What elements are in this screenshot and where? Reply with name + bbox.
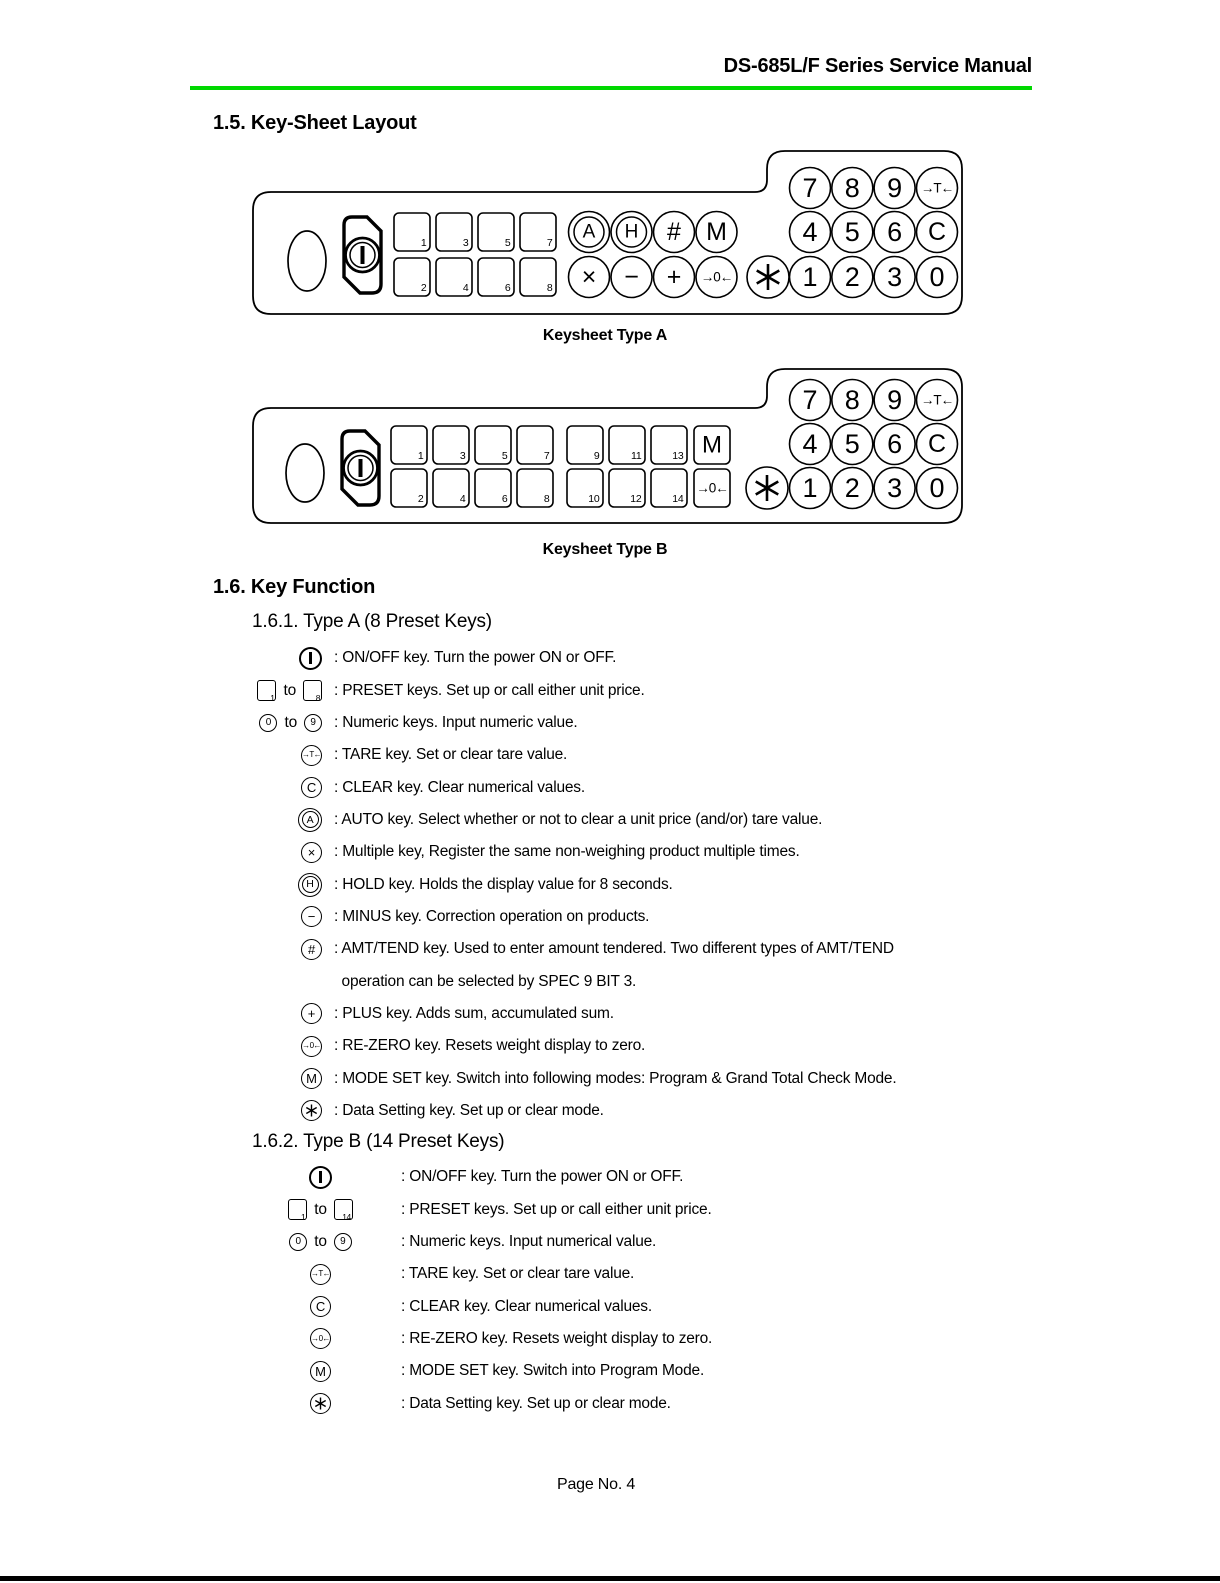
key-function-description: : MODE SET key. Switch into Program Mode. [401, 1362, 705, 1380]
section-heading-key-function: 1.6. Key Function [213, 576, 376, 598]
key-function-row-on-off-key [240, 1161, 1170, 1193]
key-function-row-data-setting-key [240, 1387, 1170, 1419]
key-function-row-re-zero-key [240, 1030, 1170, 1062]
svg-text:8: 8 [546, 282, 553, 294]
numpad-key-2 [832, 257, 873, 298]
key-function-row-hold-key [240, 868, 1170, 900]
key-function-description: : CLEAR key. Clear numerical values. [334, 778, 585, 796]
key-function-row-on-off-key [240, 642, 1170, 674]
section-heading-key-sheet-layout: 1.5. Key-Sheet Layout [213, 112, 417, 134]
key-function-description: : PRESET keys. Set up or call either unit price. [334, 681, 645, 699]
svg-text:7: 7 [543, 450, 550, 462]
preset-key-9 [567, 426, 603, 464]
key-function-description: : ON/OFF key. Turn the power ON or OFF. [334, 649, 617, 667]
range-to-label: to [314, 1232, 327, 1250]
key-function-row-plus-key [240, 998, 1170, 1030]
svg-text:7: 7 [802, 173, 818, 203]
key-function-row-numeric-keys [240, 1226, 1170, 1258]
hold-key [611, 212, 652, 253]
key-function-description: : MODE SET key. Switch into following modes: Program & Grand Total Check Mode. [334, 1069, 897, 1087]
tare-key-symbol [240, 745, 334, 766]
numpad-key-8 [832, 168, 873, 209]
key-function-row-minus-key [240, 901, 1170, 933]
svg-text:9: 9 [887, 385, 903, 415]
mode-set-key-symbol [240, 1068, 334, 1089]
plus-key [654, 257, 695, 298]
preset-key-8 [517, 469, 553, 507]
preset-key-12 [609, 469, 645, 507]
key-function-description: : Data Setting key. Set up or clear mode. [334, 1101, 604, 1119]
svg-text:→0←: →0← [700, 269, 733, 285]
svg-text:2: 2 [417, 493, 424, 505]
numpad-key-6 [874, 212, 915, 253]
circled-digit-symbol: 0 [289, 1233, 307, 1251]
keysheet-type-a-diagram [250, 144, 965, 319]
mode-set-key [694, 426, 730, 464]
svg-text:6: 6 [887, 429, 903, 459]
numpad-key-1 [790, 468, 831, 509]
svg-text:8: 8 [844, 385, 860, 415]
svg-text:H: H [624, 221, 639, 243]
key-function-row-mode-set-key [240, 1355, 1170, 1387]
amt-tend-key [654, 212, 695, 253]
numpad-key-6 [874, 424, 915, 465]
key-function-row-tare-key [240, 1258, 1170, 1290]
key-function-description: : AUTO key. Select whether or not to clear a unit price (and/or) tare value. [334, 810, 823, 828]
mode-set-key [696, 212, 737, 253]
keysheet-type-b-diagram [250, 362, 965, 525]
preset-key-3 [436, 213, 472, 251]
mode-set-key-symbol [240, 1361, 401, 1382]
key-function-description: operation can be selected by SPEC 9 BIT 3. [334, 972, 637, 990]
preset-key-10 [567, 469, 603, 507]
preset-keys-symbol [240, 1199, 401, 1223]
preset-key-1 [394, 213, 430, 251]
svg-text:4: 4 [462, 282, 469, 294]
circled-key-symbol: M [301, 1068, 322, 1089]
circled-digit-symbol: 9 [334, 1233, 352, 1251]
type-a-function-list [240, 642, 1170, 1127]
preset-key-1 [391, 426, 427, 464]
keysheet-a-caption: Keysheet Type A [542, 327, 668, 344]
key-function-description: : PRESET keys. Set up or call either unit price. [401, 1200, 712, 1218]
svg-text:7: 7 [546, 237, 553, 249]
svg-text:0: 0 [929, 473, 945, 503]
multiple-key [569, 257, 610, 298]
preset-key-symbol: 1 [257, 680, 276, 701]
svg-text:6: 6 [504, 282, 511, 294]
svg-text:→T←: →T← [920, 392, 954, 408]
bottom-bar [0, 1576, 1220, 1581]
svg-text:C: C [927, 218, 947, 246]
numeric-keys-symbol [240, 1233, 401, 1251]
auto-key [569, 212, 610, 253]
key-function-row-clear-key [240, 1290, 1170, 1322]
svg-text:8: 8 [844, 173, 860, 203]
svg-text:→T←: →T← [920, 180, 954, 196]
circled-digit-symbol: 0 [259, 714, 277, 732]
preset-key-2 [391, 469, 427, 507]
svg-text:1: 1 [417, 450, 424, 462]
key-function-description: : ON/OFF key. Turn the power ON or OFF. [401, 1168, 684, 1186]
svg-text:×: × [581, 263, 597, 291]
re-zero-key [696, 257, 737, 298]
svg-text:10: 10 [588, 493, 600, 505]
svg-text:2: 2 [420, 282, 427, 294]
key-function-row-re-zero-key [240, 1323, 1170, 1355]
numpad-key-7 [790, 380, 831, 421]
svg-text:14: 14 [672, 493, 684, 505]
key-function-row-amt-tend-key [240, 933, 1170, 965]
svg-text:C: C [927, 430, 947, 458]
clear-key [917, 212, 958, 253]
double-circled-key-symbol: H [298, 873, 322, 897]
plus-key-symbol [240, 1003, 334, 1024]
numeric-keys-symbol [240, 714, 334, 732]
circled-key-symbol: C [310, 1296, 331, 1317]
preset-key-3 [433, 426, 469, 464]
subsection-heading-type-a: 1.6.1. Type A (8 Preset Keys) [252, 611, 492, 632]
key-function-row-data-setting-key [240, 1095, 1170, 1127]
svg-text:3: 3 [462, 237, 469, 249]
tare-key [917, 168, 958, 209]
svg-text:3: 3 [459, 450, 466, 462]
re-zero-key-symbol [240, 1036, 334, 1057]
circled-key-symbol: M [310, 1361, 331, 1382]
key-function-description: : AMT/TEND key. Used to enter amount tendered. Two different types of AMT/TEND [334, 940, 894, 958]
hold-key-symbol [240, 873, 334, 897]
svg-text:5: 5 [844, 217, 860, 247]
numpad-key-0 [917, 468, 958, 509]
circled-key-symbol: →T← [310, 1264, 331, 1285]
key-function-description: : CLEAR key. Clear numerical values. [401, 1297, 652, 1315]
key-function-description: : Multiple key, Register the same non-weighing product multiple times. [334, 843, 800, 861]
clear-key-symbol [240, 1296, 401, 1317]
clear-key [917, 424, 958, 465]
circled-key-symbol: + [301, 1003, 322, 1024]
svg-text:1: 1 [802, 473, 818, 503]
numpad-key-0 [917, 257, 958, 298]
key-function-description: : RE-ZERO key. Resets weight display to zero. [334, 1037, 646, 1055]
svg-text:9: 9 [887, 173, 903, 203]
re-zero-key [694, 469, 730, 507]
preset-key-8 [520, 258, 556, 296]
type-b-function-list [240, 1161, 1170, 1420]
preset-key-5 [478, 213, 514, 251]
svg-text:A: A [582, 221, 596, 243]
svg-text:5: 5 [844, 429, 860, 459]
preset-keys-symbol [240, 680, 334, 704]
numpad-key-8 [832, 380, 873, 421]
key-function-description: : Numeric keys. Input numeric value. [334, 713, 578, 731]
circled-key-symbol: × [301, 842, 322, 863]
on-off-key-symbol [240, 647, 334, 670]
range-to-label: to [283, 681, 296, 699]
document-title: DS-685L/F Series Service Manual [723, 55, 1032, 77]
svg-text:2: 2 [844, 473, 860, 503]
clear-key-symbol [240, 777, 334, 798]
svg-text:0: 0 [929, 262, 945, 292]
key-function-description: : Numeric keys. Input numerical value. [401, 1232, 657, 1250]
preset-key-symbol: 1 [288, 1199, 307, 1220]
key-function-description: : PLUS key. Adds sum, accumulated sum. [334, 1004, 614, 1022]
preset-key-symbol: 8 [303, 680, 322, 701]
numpad-key-5 [832, 424, 873, 465]
data-setting-key [747, 256, 789, 298]
svg-text:7: 7 [802, 385, 818, 415]
multiple-key-symbol [240, 842, 334, 863]
svg-text:5: 5 [501, 450, 508, 462]
subsection-heading-type-b: 1.6.2. Type B (14 Preset Keys) [252, 1131, 505, 1152]
svg-text:1: 1 [420, 237, 427, 249]
svg-text:#: # [667, 218, 681, 246]
key-function-description: : MINUS key. Correction operation on products. [334, 907, 650, 925]
key-function-description: : HOLD key. Holds the display value for 8 seconds. [334, 875, 673, 893]
circled-key-symbol: →0← [310, 1328, 331, 1349]
circled-key-symbol: →0← [301, 1036, 322, 1057]
star-key-symbol [310, 1393, 331, 1414]
svg-text:4: 4 [802, 429, 818, 459]
star-key-symbol [301, 1100, 322, 1121]
tare-key [917, 380, 958, 421]
numpad-key-9 [874, 168, 915, 209]
key-function-row-auto-key [240, 804, 1170, 836]
page-number: Page No. 4 [556, 1476, 636, 1493]
svg-text:11: 11 [631, 450, 642, 462]
range-to-label: to [314, 1200, 327, 1218]
numpad-key-1 [790, 257, 831, 298]
circled-key-symbol: →T← [301, 745, 322, 766]
key-function-description: : TARE key. Set or clear tare value. [334, 746, 568, 764]
svg-text:3: 3 [887, 262, 903, 292]
power-key-symbol [299, 647, 322, 670]
svg-text:5: 5 [504, 237, 511, 249]
circled-key-symbol: # [301, 939, 322, 960]
numpad-key-7 [790, 168, 831, 209]
key-function-description: : TARE key. Set or clear tare value. [401, 1265, 635, 1283]
key-function-description: : RE-ZERO key. Resets weight display to zero. [401, 1329, 713, 1347]
data-setting-key [746, 467, 788, 509]
svg-text:M: M [702, 431, 722, 459]
numpad-key-4 [790, 424, 831, 465]
preset-key-6 [475, 469, 511, 507]
numpad-key-9 [874, 380, 915, 421]
preset-key-7 [517, 426, 553, 464]
svg-text:+: + [666, 263, 682, 291]
key-function-row-preset-keys [240, 1193, 1170, 1225]
svg-text:6: 6 [501, 493, 508, 505]
svg-text:−: − [624, 263, 639, 291]
preset-key-2 [394, 258, 430, 296]
circled-key-symbol: C [301, 777, 322, 798]
preset-key-6 [478, 258, 514, 296]
key-function-row-clear-key [240, 771, 1170, 803]
circled-digit-symbol: 9 [304, 714, 322, 732]
auto-key-symbol [240, 808, 334, 832]
key-function-row-mode-set-key [240, 1062, 1170, 1094]
numpad-key-3 [874, 257, 915, 298]
key-function-row-numeric-keys [240, 707, 1170, 739]
svg-text:2: 2 [844, 262, 860, 292]
key-function-row-preset-keys [240, 674, 1170, 706]
numpad-key-3 [874, 468, 915, 509]
amt-tend-key-symbol [240, 939, 334, 960]
preset-key-4 [433, 469, 469, 507]
range-to-label: to [284, 713, 297, 731]
svg-text:M: M [706, 218, 727, 246]
key-function-row-multiple-key [240, 836, 1170, 868]
svg-text:8: 8 [543, 493, 550, 505]
numpad-key-2 [832, 468, 873, 509]
svg-text:4: 4 [459, 493, 466, 505]
numpad-key-5 [832, 212, 873, 253]
key-function-row-continuation [240, 965, 1170, 997]
power-key-symbol [309, 1166, 332, 1189]
keysheet-b-caption: Keysheet Type B [542, 541, 668, 558]
re-zero-key-symbol [240, 1328, 401, 1349]
preset-key-11 [609, 426, 645, 464]
data-setting-key-symbol [240, 1393, 401, 1414]
svg-text:→0←: →0← [696, 480, 728, 496]
preset-key-5 [475, 426, 511, 464]
circled-key-symbol: − [301, 906, 322, 927]
double-circled-key-symbol: A [298, 808, 322, 832]
minus-key [611, 257, 652, 298]
svg-text:12: 12 [630, 493, 642, 505]
svg-text:4: 4 [802, 217, 818, 247]
preset-key-symbol: 14 [334, 1199, 353, 1220]
header-rule [190, 86, 1032, 90]
data-setting-key-symbol [240, 1100, 334, 1121]
svg-text:9: 9 [593, 450, 600, 462]
svg-text:6: 6 [887, 217, 903, 247]
preset-key-7 [520, 213, 556, 251]
preset-key-4 [436, 258, 472, 296]
svg-text:3: 3 [887, 473, 903, 503]
numpad-key-4 [790, 212, 831, 253]
tare-key-symbol [240, 1264, 401, 1285]
preset-key-13 [651, 426, 687, 464]
preset-key-14 [651, 469, 687, 507]
svg-text:1: 1 [802, 262, 818, 292]
svg-text:13: 13 [672, 450, 684, 462]
key-function-description: : Data Setting key. Set up or clear mode. [401, 1394, 671, 1412]
minus-key-symbol [240, 906, 334, 927]
on-off-key-symbol [240, 1166, 401, 1189]
key-function-row-tare-key [240, 739, 1170, 771]
